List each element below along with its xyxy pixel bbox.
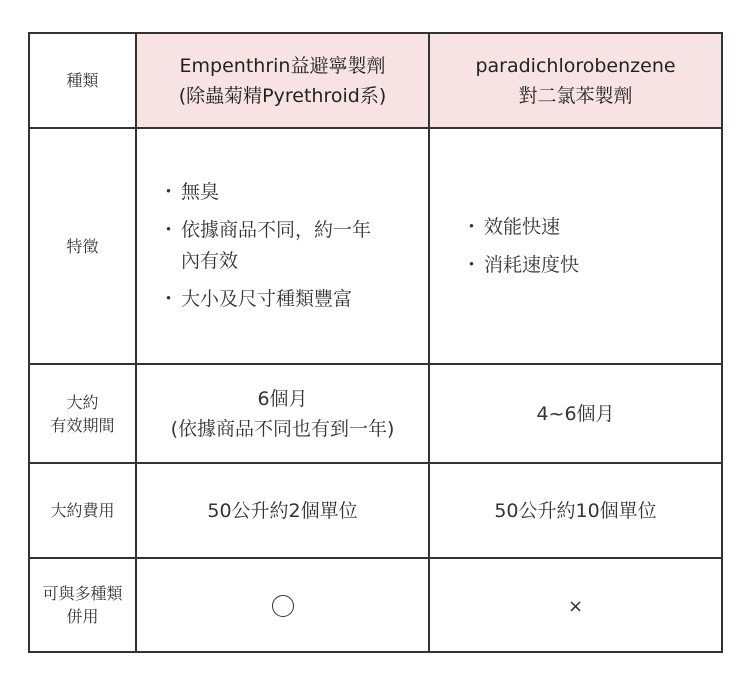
table-header-row xyxy=(29,33,722,128)
row-label-combine: 可與多種類 併用 xyxy=(29,558,136,652)
table-row-features xyxy=(29,128,722,364)
list-item: ・ 無臭 xyxy=(159,177,418,208)
table-row-combine xyxy=(29,558,722,652)
row-label-type: 種類 xyxy=(29,33,136,128)
header-paradichlorobenzene-line1: paradichlorobenzene xyxy=(475,54,676,77)
list-item: ・ 大小及尺寸種類豐富 xyxy=(159,284,418,315)
combine-empenthrin xyxy=(136,558,429,652)
features-paradichlorobenzene-list xyxy=(462,212,711,281)
row-label-cost: 大約費用 xyxy=(29,463,136,558)
duration-empenthrin: 6個月 (依據商品不同也有到一年) xyxy=(136,364,429,463)
header-paradichlorobenzene-line2: 對二氯苯製劑 xyxy=(518,84,633,107)
header-paradichlorobenzene xyxy=(429,33,722,128)
list-item: ・ 依據商品不同，約一年 內有效 xyxy=(159,215,418,277)
cross-mark-icon: × xyxy=(567,595,584,617)
circle-mark-icon xyxy=(272,595,294,617)
row-label-features: 特徵 xyxy=(29,128,136,364)
list-item: ・ 效能快速 xyxy=(462,212,711,243)
list-item: ・ 消耗速度快 xyxy=(462,250,711,281)
header-empenthrin-line2: (除蟲菊精Pyrethroid系) xyxy=(178,84,387,107)
comparison-table xyxy=(28,32,723,653)
header-empenthrin xyxy=(136,33,429,128)
features-empenthrin xyxy=(136,128,429,364)
table-row-cost xyxy=(29,463,722,558)
duration-paradichlorobenzene: 4~6個月 xyxy=(429,364,722,463)
cost-paradichlorobenzene: 50公升約10個單位 xyxy=(429,463,722,558)
table-row-duration xyxy=(29,364,722,463)
cost-empenthrin: 50公升約2個單位 xyxy=(136,463,429,558)
row-label-duration: 大約 有效期間 xyxy=(29,364,136,463)
combine-paradichlorobenzene xyxy=(429,558,722,652)
features-empenthrin-list xyxy=(159,177,418,315)
features-paradichlorobenzene xyxy=(429,128,722,364)
header-empenthrin-line1: Empenthrin益避寧製劑 xyxy=(179,54,386,77)
